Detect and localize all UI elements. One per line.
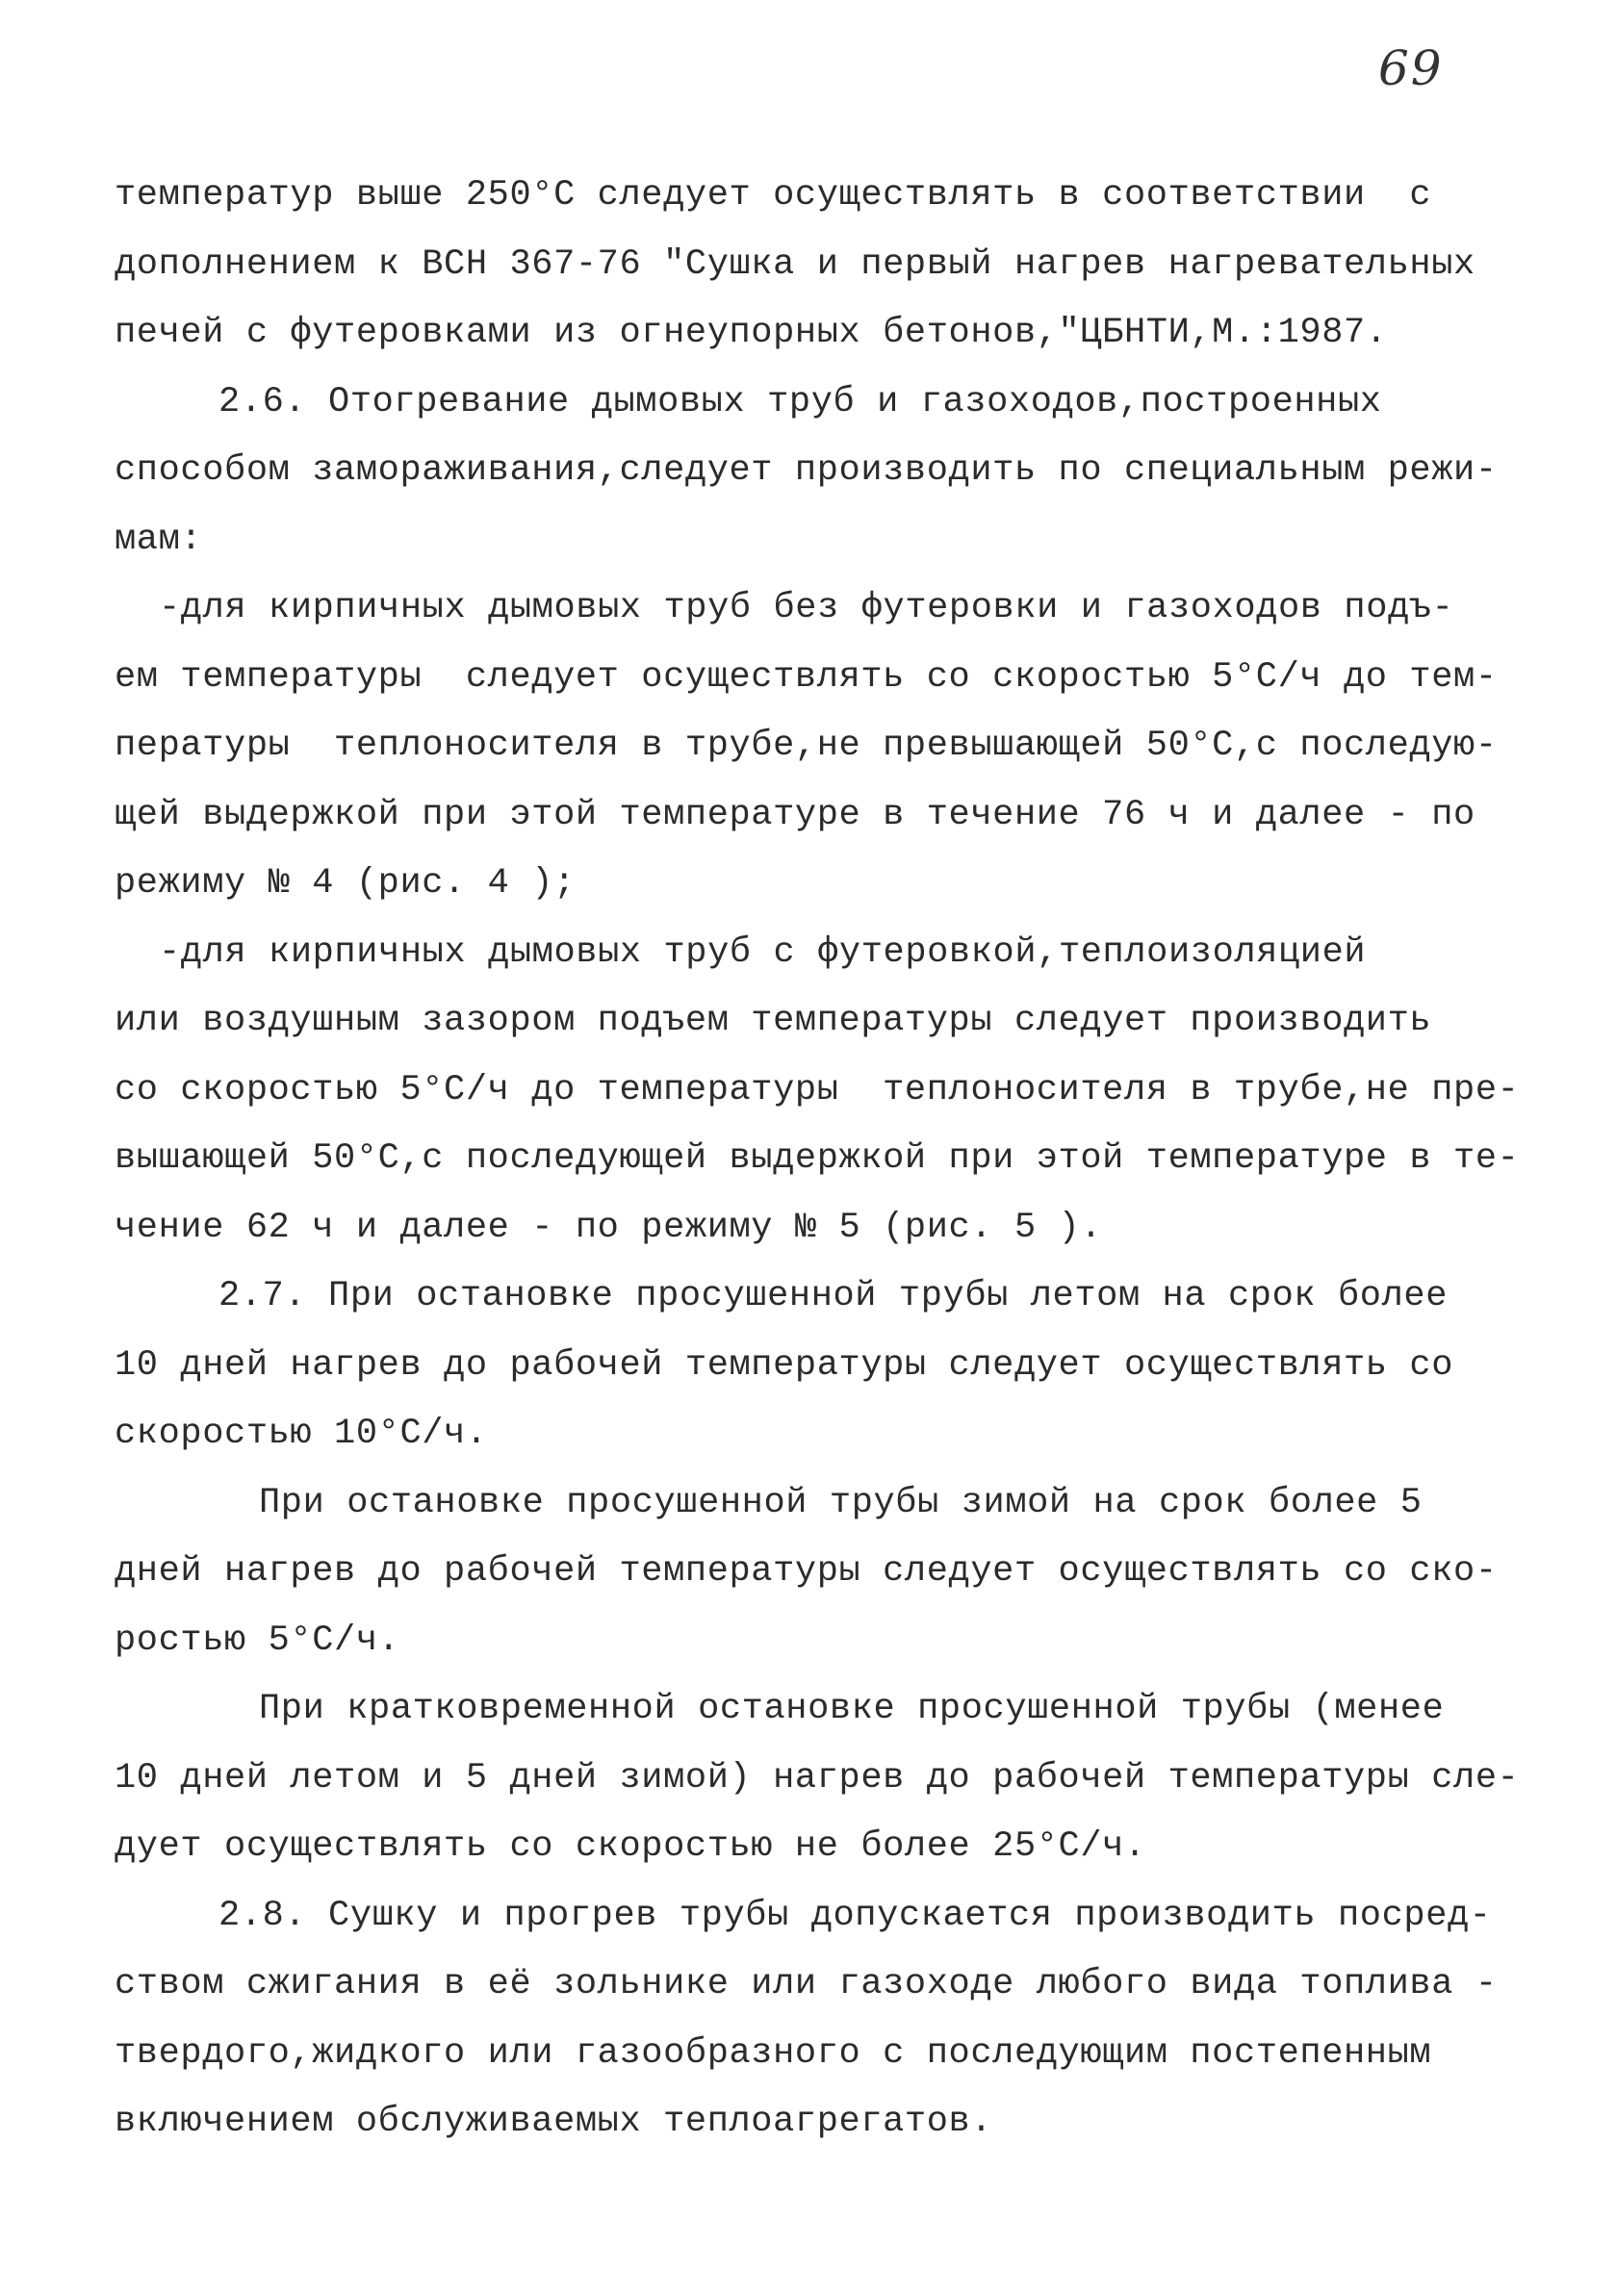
text-line: включением обслуживаемых теплоагрегатов.: [115, 2102, 993, 2142]
text-line: печей с футеровками из огнеупорных бетонов,"ЦБНТИ,М.:1987.: [115, 313, 1388, 353]
paragraph-2-6-heading: 2.6. Отогревание дымовых труб и газоходов,построенных: [218, 381, 1382, 422]
text-line: ростью 5°С/ч.: [115, 1620, 400, 1661]
text-line: щей выдержкой при этой температуре в течение 76 ч и далее - по: [115, 794, 1475, 835]
text-line: ством сжигания в её зольнике или газоходе любого вида топлива -: [115, 1964, 1498, 2004]
text-line: твердого,жидкого или газообразного с последующим постепенным: [115, 2032, 1432, 2074]
list-item-line: -для кирпичных дымовых труб с футеровкой,теплоизоляцией: [159, 931, 1367, 973]
text-line: дует осуществлять со скоростью не более 25°С/ч.: [115, 1826, 1146, 1867]
text-line: со скоростью 5°С/ч до температуры теплоносителя в трубе,не пре-: [115, 1069, 1520, 1110]
text-line: мам:: [115, 519, 203, 560]
text-line: скоростью 10°С/ч.: [115, 1414, 488, 1454]
text-line: температур выше 250°С следует осуществлять в соответствии с: [115, 175, 1432, 216]
paragraph-2-7-heading: 2.7. При остановке просушенной трубы летом на срок более: [218, 1276, 1449, 1316]
text-line: чение 62 ч и далее - по режиму № 5 (рис. 5 ).: [115, 1207, 1103, 1248]
text-line: способом замораживания,следует производить по специальным режи-: [115, 450, 1498, 491]
paragraph-line: При кратковременной остановке просушенной трубы (менее: [259, 1689, 1445, 1729]
text-line: дней нагрев до рабочей температуры следует осуществлять со ско-: [115, 1551, 1498, 1592]
text-line: дополнением к ВСН 367-76 "Сушка и первый нагрев нагревательных: [115, 243, 1475, 285]
text-line: или воздушным зазором подъем температуры следует производить: [115, 1001, 1432, 1041]
page-number: 69: [1378, 40, 1444, 96]
paragraph-line: При остановке просушенной трубы зимой на срок более 5: [259, 1482, 1423, 1523]
paragraph-2-8-heading: 2.8. Сушку и прогрев трубы допускается производить посред-: [218, 1895, 1492, 1936]
text-line: ем температуры следует осуществлять со скоростью 5°С/ч до тем-: [115, 656, 1498, 698]
text-line: 10 дней летом и 5 дней зимой) нагрев до рабочей температуры сле-: [115, 1757, 1520, 1799]
document-body: [115, 162, 1520, 2157]
text-line: вышающей 50°С,с последующей выдержкой при этой температуре в те-: [115, 1138, 1520, 1179]
text-line: режиму № 4 (рис. 4 );: [115, 863, 576, 904]
list-item-line: -для кирпичных дымовых труб без футеровки и газоходов подъ-: [159, 588, 1454, 628]
text-line: пературы теплоносителя в трубе,не превышающей 50°С,с последую-: [115, 726, 1498, 766]
text-line: 10 дней нагрев до рабочей температуры следует осуществлять со: [115, 1344, 1454, 1386]
